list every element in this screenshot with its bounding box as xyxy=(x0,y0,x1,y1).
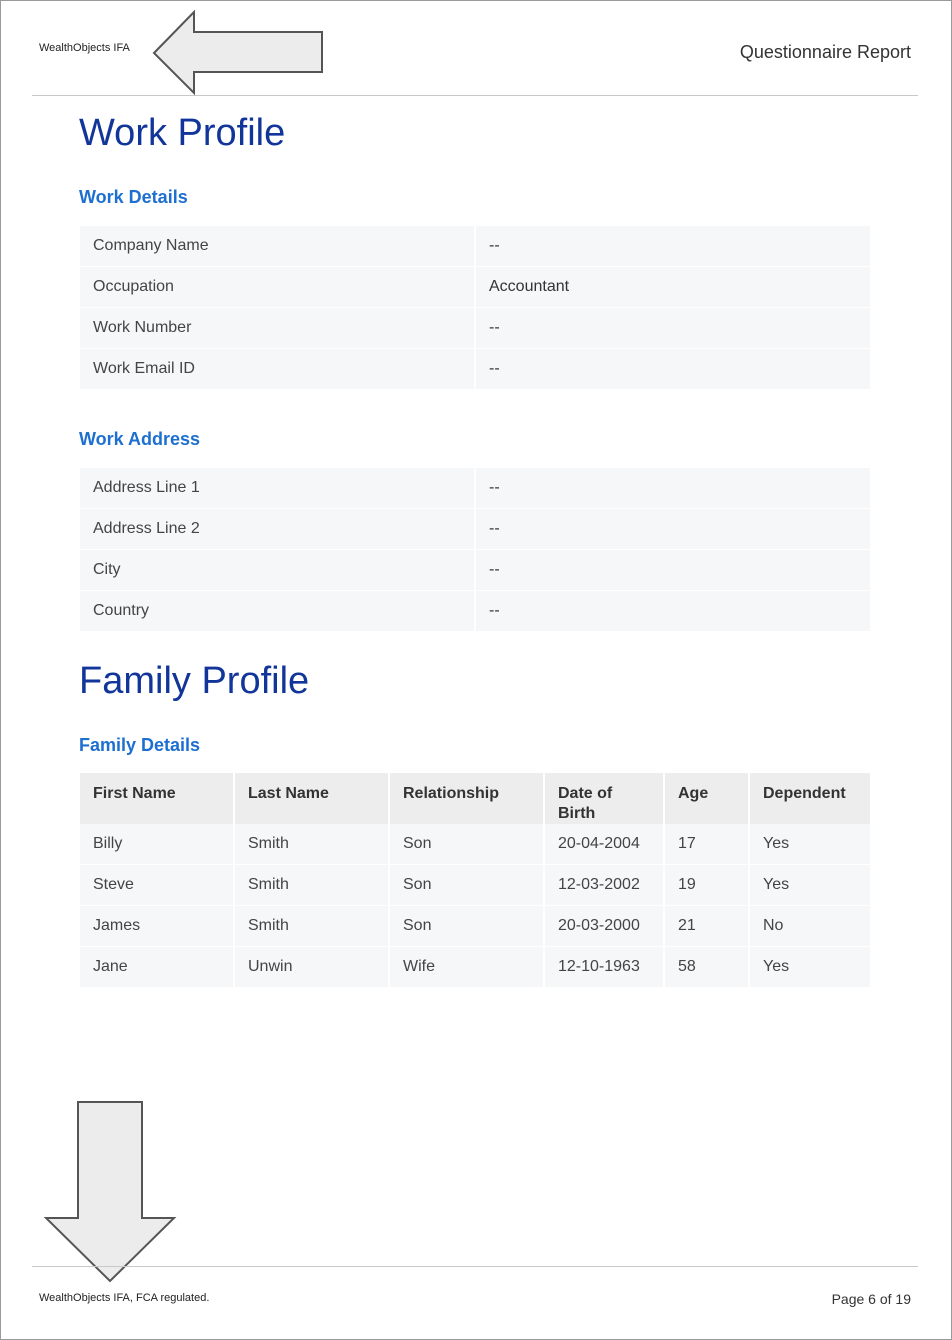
table-row xyxy=(80,947,870,988)
row-value: -- xyxy=(476,550,870,591)
family-profile-title: Family Profile xyxy=(79,660,310,702)
table-cell: 12-03-2002 xyxy=(545,865,665,906)
table-row xyxy=(80,906,870,947)
work-details-table xyxy=(80,226,870,390)
work-address-title: Work Address xyxy=(79,429,201,449)
table-cell: Jane xyxy=(80,947,235,988)
table-row xyxy=(80,226,870,267)
table-cell: 20-04-2004 xyxy=(545,824,665,865)
row-value: -- xyxy=(476,591,870,632)
row-value: -- xyxy=(476,308,870,349)
page-number: Page 6 of 19 xyxy=(831,1291,911,1307)
column-header: First Name xyxy=(80,773,235,824)
table-cell: Steve xyxy=(80,865,235,906)
table-cell: Yes xyxy=(750,824,870,865)
work-details-title: Work Details xyxy=(79,187,188,207)
header-brand: WealthObjects IFA xyxy=(39,42,130,54)
footer-regulated-text: WealthObjects IFA, FCA regulated. xyxy=(39,1292,210,1304)
table-cell: James xyxy=(80,906,235,947)
column-header: Age xyxy=(665,773,750,824)
table-row xyxy=(80,509,870,550)
table-cell: Smith xyxy=(235,865,390,906)
table-row xyxy=(80,267,870,308)
table-cell: Smith xyxy=(235,906,390,947)
column-header: Dependent xyxy=(750,773,870,824)
down-arrow-icon xyxy=(44,1100,178,1284)
table-cell: Yes xyxy=(750,947,870,988)
table-cell: Son xyxy=(390,906,545,947)
table-row xyxy=(80,865,870,906)
header-report-title: Questionnaire Report xyxy=(739,42,911,62)
row-label: Occupation xyxy=(80,267,476,308)
row-label: Company Name xyxy=(80,226,476,267)
footer-divider xyxy=(32,1266,918,1267)
table-cell: Billy xyxy=(80,824,235,865)
table-row xyxy=(80,824,870,865)
table-cell: 17 xyxy=(665,824,750,865)
row-value: Accountant xyxy=(476,267,870,308)
work-profile-title: Work Profile xyxy=(79,112,286,154)
column-header: Last Name xyxy=(235,773,390,824)
table-cell: Unwin xyxy=(235,947,390,988)
row-value: -- xyxy=(476,468,870,509)
row-value: -- xyxy=(476,509,870,550)
row-value: -- xyxy=(476,349,870,390)
row-label: Work Number xyxy=(80,308,476,349)
table-cell: 20-03-2000 xyxy=(545,906,665,947)
table-header-row xyxy=(80,773,870,824)
row-value: -- xyxy=(476,226,870,267)
family-details-title: Family Details xyxy=(79,735,201,755)
row-label: City xyxy=(80,550,476,591)
table-cell: 21 xyxy=(665,906,750,947)
table-row xyxy=(80,308,870,349)
table-cell: Son xyxy=(390,865,545,906)
left-arrow-icon xyxy=(150,10,326,96)
column-header: Relationship xyxy=(390,773,545,824)
work-address-table xyxy=(80,468,870,632)
table-cell: Son xyxy=(390,824,545,865)
table-cell: Yes xyxy=(750,865,870,906)
row-label: Address Line 2 xyxy=(80,509,476,550)
table-row xyxy=(80,468,870,509)
column-header: Date of Birth xyxy=(545,773,665,824)
table-row xyxy=(80,591,870,632)
row-label: Address Line 1 xyxy=(80,468,476,509)
row-label: Country xyxy=(80,591,476,632)
table-cell: Wife xyxy=(390,947,545,988)
table-cell: 19 xyxy=(665,865,750,906)
row-label: Work Email ID xyxy=(80,349,476,390)
table-row xyxy=(80,349,870,390)
table-cell: No xyxy=(750,906,870,947)
table-cell: Smith xyxy=(235,824,390,865)
table-row xyxy=(80,550,870,591)
table-cell: 58 xyxy=(665,947,750,988)
family-details-table xyxy=(80,773,870,988)
table-cell: 12-10-1963 xyxy=(545,947,665,988)
